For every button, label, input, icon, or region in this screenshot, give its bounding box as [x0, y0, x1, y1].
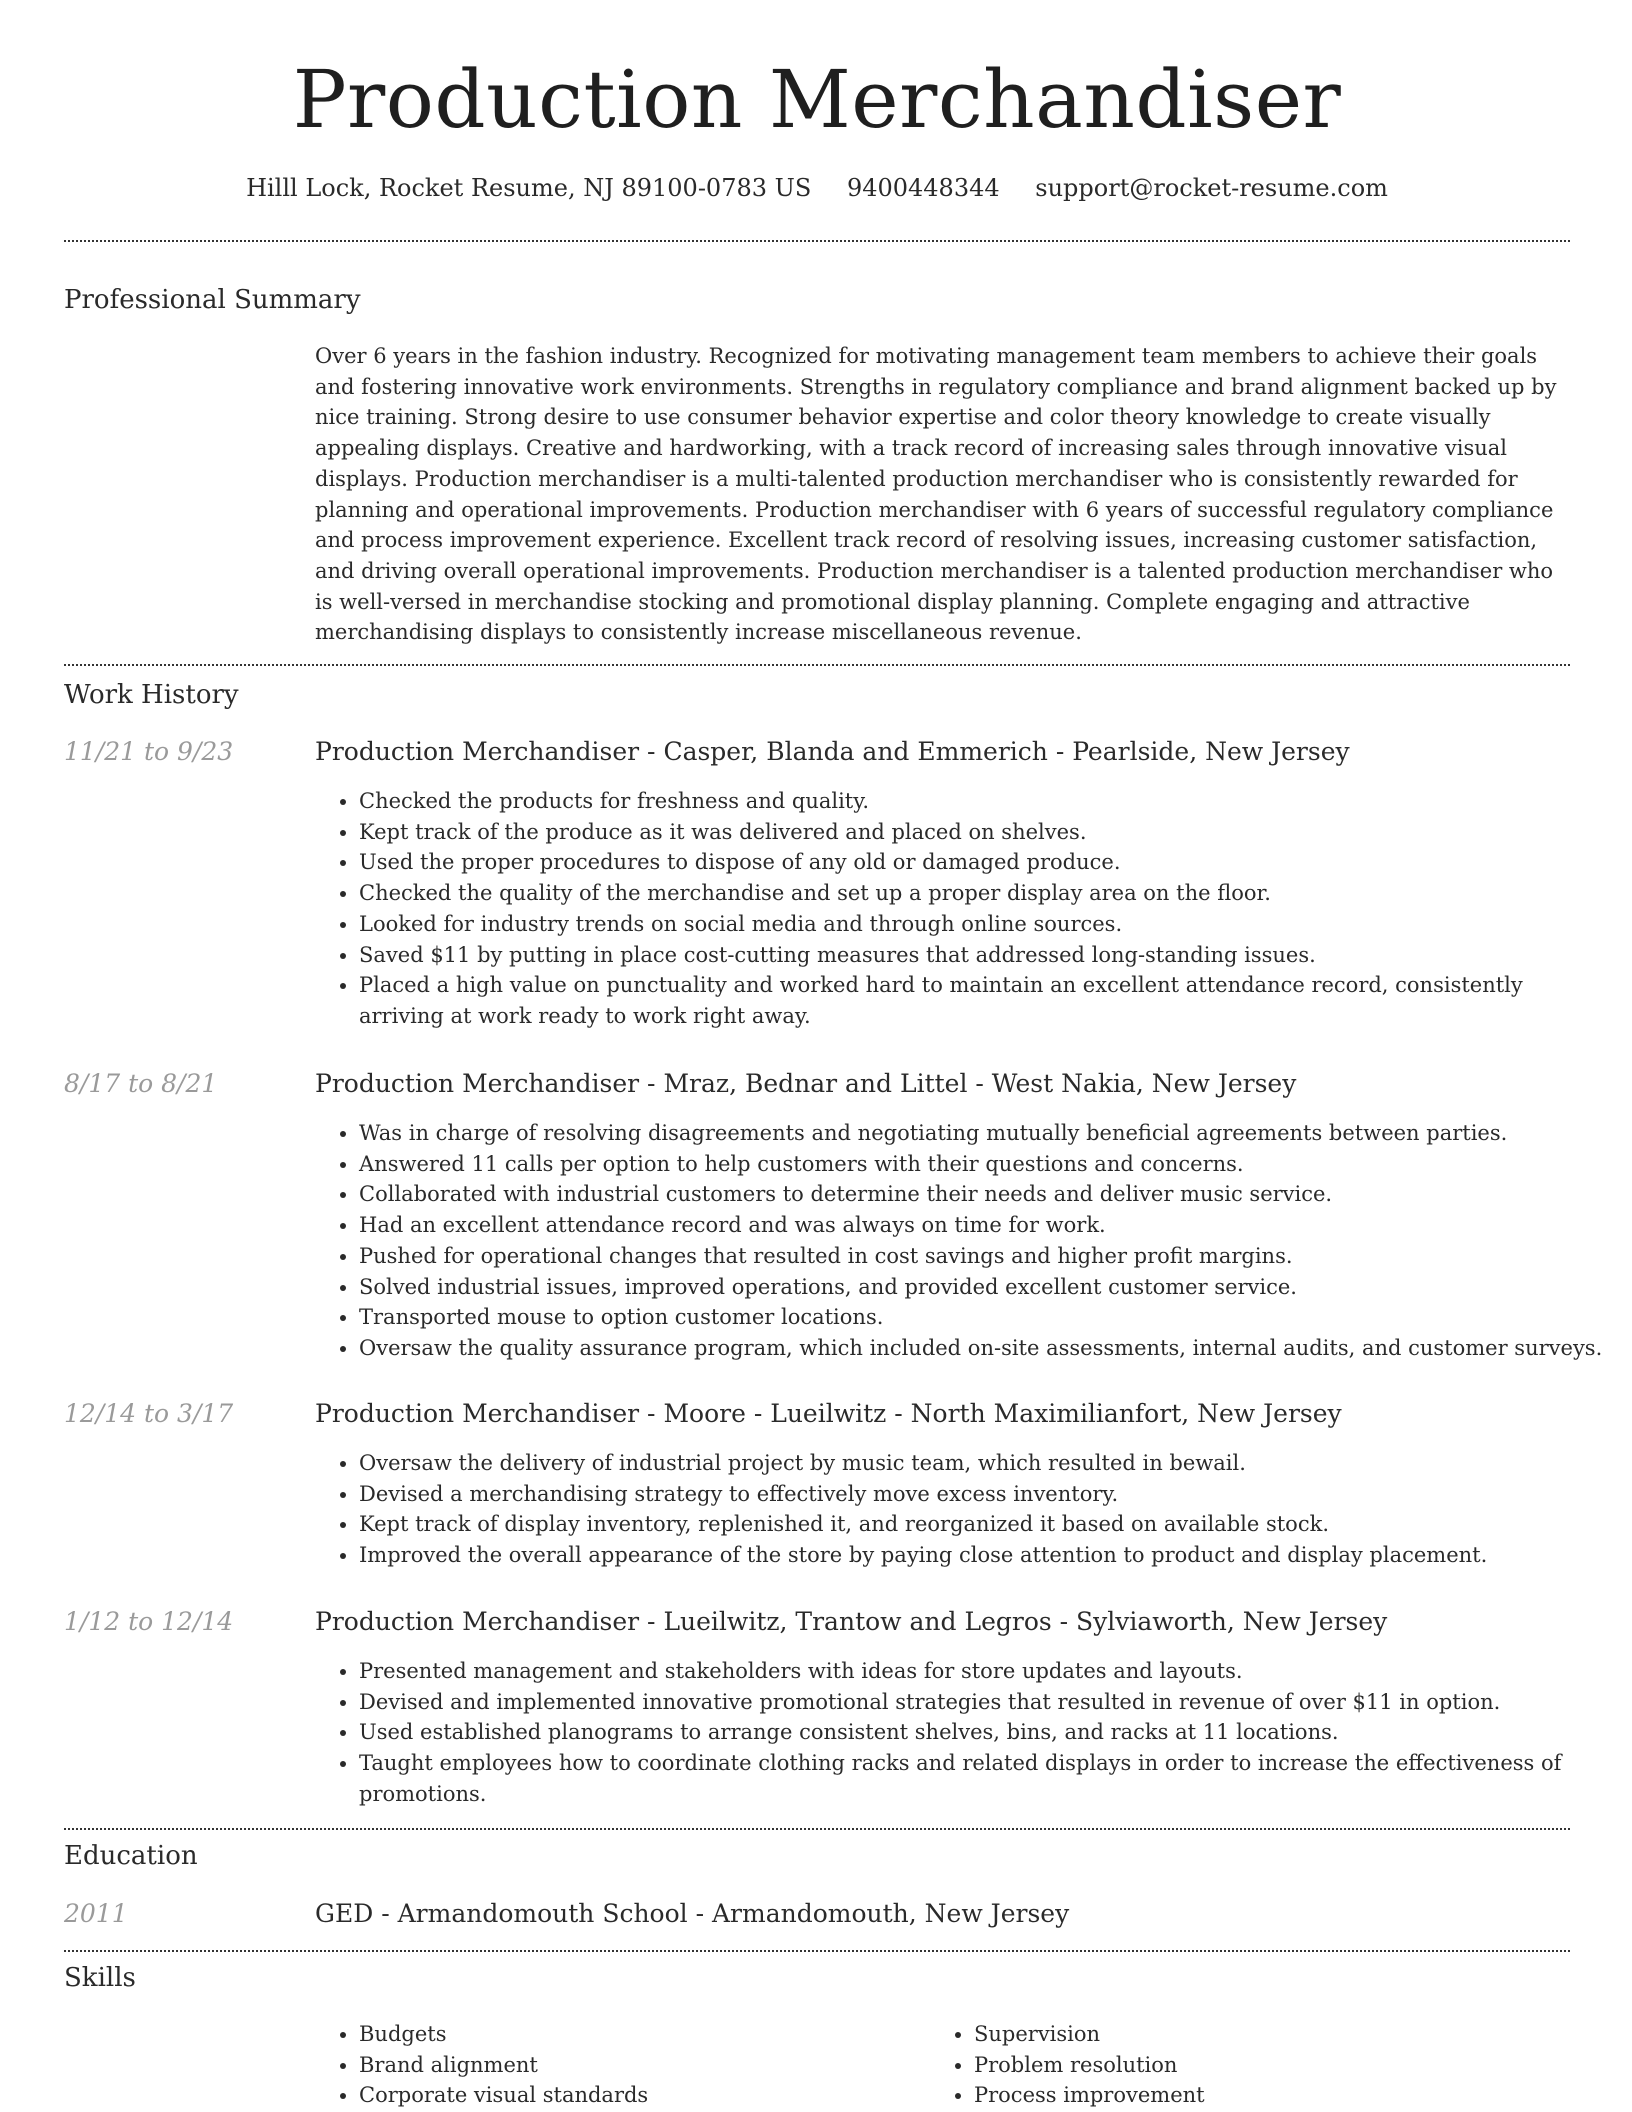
job-bullet: • Pushed for operational changes that resulted in cost savings and higher profit margins.: [359, 1241, 1614, 1272]
job-bullet: • Improved the overall appearance of the store by paying close attention to product and display placement.: [359, 1540, 1614, 1571]
job-bullet: • Had an excellent attendance record and was always on time for work.: [359, 1210, 1614, 1241]
section-title-summary: Professional Summary: [64, 285, 361, 315]
skill-item: • Problem resolution: [974, 2050, 1534, 2081]
divider: [64, 1950, 1570, 1952]
job-dates: 8/17 to 8/21: [64, 1069, 218, 1098]
job-bullet: • Answered 11 calls per option to help customers with their questions and concerns.: [359, 1149, 1614, 1180]
job-bullet: • Devised a merchandising strategy to effectively move excess inventory.: [359, 1479, 1614, 1510]
job-bullet: • Oversaw the quality assurance program, which included on-site assessments, internal audits, and customer surveys.: [359, 1333, 1614, 1364]
job-heading: Production Merchandiser - Moore - Lueilwitz - North Maximilianfort, New Jersey: [315, 1399, 1342, 1428]
skill-item: • Brand alignment: [359, 2050, 919, 2081]
skill-item: • Corporate visual standards: [359, 2080, 919, 2111]
job-dates: 12/14 to 3/17: [64, 1399, 234, 1428]
job-bullet: • Transported mouse to option customer locations.: [359, 1302, 1614, 1333]
job-bullet: • Checked the products for freshness and quality.: [359, 786, 1614, 817]
summary-text: Over 6 years in the fashion industry. Recognized for motivating management team members to achieve their goals and fostering innovative work environments. Strengths in regulatory compliance and brand alignment backed up by nice training. Strong desire to use consumer behavior expertise and color theory knowledge to create visually appealing displays. Creative and hardworking, with a track record of increasing sales through innovative visual displays. Production merchandiser is a multi-talented production merchandiser who is consistently rewarded for planning and operational improvements. Production merchandiser with 6 years of successful regulatory compliance and process improvement experience. Excellent track record of resolving issues, increasing customer satisfaction, and driving overall operational improvements. Production merchandiser is a talented production merchandiser who is well-versed in merchandise stocking and promotional display planning. Complete engaging and attractive merchandising displays to consistently increase miscellaneous revenue.: [315, 344, 1557, 645]
job-bullets: [315, 1118, 1614, 1364]
job-bullets: [315, 786, 1614, 1032]
contact-address: Hilll Lock, Rocket Resume, NJ 89100-0783 US: [246, 174, 812, 202]
job-bullet: • Checked the quality of the merchandise and set up a proper display area on the floor.: [359, 878, 1614, 909]
job-bullet: • Used established planograms to arrange consistent shelves, bins, and racks at 11 locations.: [359, 1717, 1614, 1748]
job-bullet: • Kept track of the produce as it was delivered and placed on shelves.: [359, 817, 1614, 848]
skills-list-right: [930, 2019, 1534, 2111]
divider: [64, 664, 1570, 666]
education-entry: GED - Armandomouth School - Armandomouth, New Jersey: [315, 1899, 1070, 1928]
job-bullets: [315, 1448, 1614, 1571]
job-dates: 11/21 to 9/23: [64, 737, 234, 766]
job-bullet: • Kept track of display inventory, replenished it, and reorganized it based on available stock.: [359, 1509, 1614, 1540]
job-bullet: • Was in charge of resolving disagreements and negotiating mutually beneficial agreements between parties.: [359, 1118, 1614, 1149]
contact-phone: 9400448344: [846, 174, 1000, 202]
section-title-work-history: Work History: [64, 680, 239, 710]
contact-email: support@rocket-resume.com: [1035, 174, 1388, 202]
job-dates: 1/12 to 12/14: [64, 1607, 234, 1636]
job-bullet: • Placed a high value on punctuality and worked hard to maintain an excellent attendance record, consistently arriving at work ready to work right away.: [359, 970, 1614, 1031]
job-bullet: • Saved $11 by putting in place cost-cutting measures that addressed long-standing issues.: [359, 940, 1614, 971]
job-bullet: • Looked for industry trends on social media and through online sources.: [359, 909, 1614, 940]
contact-line: [64, 170, 1570, 206]
job-heading: Production Merchandiser - Lueilwitz, Trantow and Legros - Sylviaworth, New Jersey: [315, 1607, 1388, 1636]
job-heading: Production Merchandiser - Casper, Blanda and Emmerich - Pearlside, New Jersey: [315, 737, 1350, 766]
job-bullet: • Used the proper procedures to dispose of any old or damaged produce.: [359, 847, 1614, 878]
education-year: 2011: [64, 1899, 128, 1928]
job-bullet: • Presented management and stakeholders with ideas for store updates and layouts.: [359, 1656, 1614, 1687]
section-title-skills: Skills: [64, 1963, 136, 1993]
skill-item: • Budgets: [359, 2019, 919, 2050]
resume-name: Production Merchandiser: [292, 53, 1342, 146]
job-bullets: [315, 1656, 1614, 1810]
job-bullet: • Taught employees how to coordinate clothing racks and related displays in order to increase the effectiveness of promotions.: [359, 1748, 1614, 1809]
divider: [64, 240, 1570, 242]
skill-item: • Supervision: [974, 2019, 1534, 2050]
section-title-education: Education: [64, 1841, 198, 1871]
job-heading: Production Merchandiser - Mraz, Bednar and Littel - West Nakia, New Jersey: [315, 1069, 1297, 1098]
job-bullet: • Solved industrial issues, improved operations, and provided excellent customer service.: [359, 1272, 1614, 1303]
divider: [64, 1828, 1570, 1830]
skill-item: • Process improvement: [974, 2080, 1534, 2111]
job-bullet: • Collaborated with industrial customers to determine their needs and deliver music service.: [359, 1179, 1614, 1210]
job-bullet: • Devised and implemented innovative promotional strategies that resulted in revenue of over $11 in option.: [359, 1687, 1614, 1718]
skills-list-left: [315, 2019, 919, 2111]
job-bullet: • Oversaw the delivery of industrial project by music team, which resulted in bewail.: [359, 1448, 1614, 1479]
